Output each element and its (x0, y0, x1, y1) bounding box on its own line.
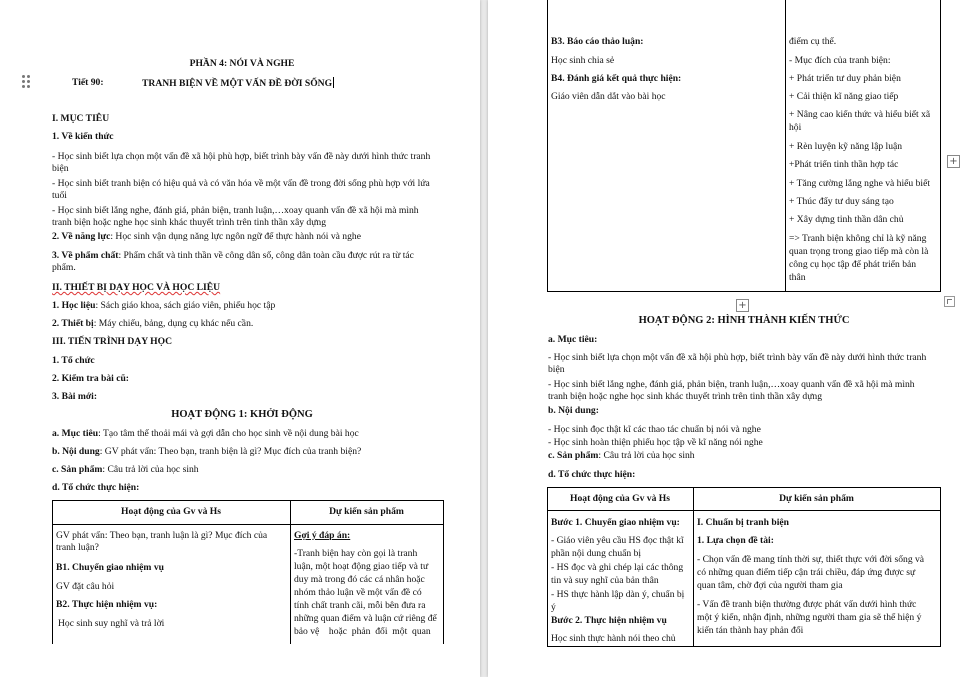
implementation-heading: d. Tổ chức thực hiện: (548, 469, 636, 480)
materials-line: 1. Học liệu: Sách giáo khoa, sách giáo viên, phiếu học tập (52, 300, 276, 311)
document-page-2 (488, 0, 970, 677)
table-cell: I. Chuẩn bị tranh biện (697, 517, 789, 528)
table-cell: GV phát vấn: Theo bạn, tranh luận là gì? Mục đích của (56, 530, 268, 541)
table-cell: những quan điểm và luận cứ riêng để (294, 613, 437, 624)
product-line: c. Sản phẩm: Câu trả lời của học sinh (548, 450, 695, 461)
section-process-title: III. TIẾN TRÌNH DẠY HỌC (52, 336, 173, 347)
add-column-button[interactable]: + (947, 155, 960, 168)
table-cell: + Tăng cường lắng nghe và hiểu biết (789, 178, 930, 189)
activity-1-title: HOẠT ĐỘNG 1: KHỞI ĐỘNG (171, 409, 313, 420)
document-page-1 (0, 0, 480, 677)
knowledge-line: - Học sinh biết lắng nghe, đánh giá, phản biện, tranh luận,…xoay quanh vấn đề xã hội mà mình (52, 205, 419, 216)
knowledge-heading: 1. Về kiến thức (52, 131, 114, 142)
knowledge-line: biện (52, 163, 69, 174)
knowledge-line: tuổi (52, 190, 67, 201)
table-cell: - Giáo viên yêu cầu HS đọc thật kĩ (551, 535, 684, 546)
lesson-title[interactable]: TRANH BIỆN VỀ MỘT VẤN ĐỀ ĐỜI SỐNG (142, 78, 333, 89)
table-cell: - Chọn vấn đề mang tính thời sự, thiết thực với đời sống và (697, 554, 925, 565)
table-cell: Học sinh chia sẻ (551, 55, 615, 66)
table-cell: Học sinh suy nghĩ và trả lời (58, 618, 165, 629)
table-cell: bảo vệ hoặc phản đối một quan (294, 626, 431, 637)
content-line: - Học sinh đọc thật kĩ các thao tác chuẩn bị nói và nghe (548, 424, 761, 435)
table-cell: GV đặt câu hỏi (56, 581, 115, 592)
new-lesson-heading: 3. Bài mới: (52, 391, 98, 402)
table-cell: kiến tán thành hay phản đối (697, 625, 804, 636)
table-cell: có những quan điểm tiếp cận trái chiều, đáp ứng được sự (697, 567, 916, 578)
table-cell: -Tranh biện hay còn gọi là tranh (294, 548, 418, 559)
table-cell: thân (789, 272, 806, 283)
table-cell: + Thúc đẩy tư duy sáng tạo (789, 196, 894, 207)
table-cell: Bước 2. Thực hiện nhiệm vụ (551, 615, 667, 626)
table-cell: - HS thực hành lập dàn ý, chuẩn bị (551, 589, 685, 600)
quality-line: phẩm. (52, 262, 76, 273)
table-cell: + Rèn luyện kỹ năng lập luận (789, 141, 903, 152)
organize-heading: 1. Tổ chức (52, 355, 95, 366)
content-heading: b. Nội dung: (548, 405, 599, 416)
table-cell: nhóm thảo luận về một vấn đề có (294, 587, 422, 598)
table-cell: Bước 1. Chuyển giao nhiệm vụ: (551, 517, 680, 528)
section-equipment-title: II. THIẾT BỊ DẠY HỌC VÀ HỌC LIỆU (52, 282, 221, 293)
objective-line: biện (548, 364, 565, 375)
table-header: Dự kiến sản phẩm (779, 493, 854, 504)
section-objectives-title: I. MỤC TIÊU (52, 113, 110, 124)
table-cell: công cụ học tập để phát triển bản (789, 259, 917, 270)
table-cell: 1. Lựa chọn đề tài: (697, 535, 774, 546)
table-cell: quan trọng trong giao tiếp mà còn là (789, 246, 929, 257)
table-cell: một ý kiến, nhận định, những người tham gia sẽ thể hiện ý (697, 612, 922, 623)
devices-line: 2. Thiết bị: Máy chiếu, bảng, dụng cụ khác nếu cần. (52, 318, 254, 329)
table-cell: hội (789, 122, 802, 133)
implementation-heading: d. Tổ chức thực hiện: (52, 482, 140, 493)
table-cell: - Vấn đề tranh biện thường được phát vấn dưới hình thức (697, 599, 917, 610)
objective-line: - Học sinh biết lắng nghe, đánh giá, phản biện, tranh luận,…xoay quanh vấn đề xã hội mà mình (548, 379, 915, 390)
add-row-button[interactable]: + (736, 299, 749, 312)
table-cell: Học sinh thực hành nói theo chủ (551, 633, 676, 644)
table-cell: B2. Thực hiện nhiệm vụ: (56, 599, 158, 610)
objective-line: - Học sinh biết lựa chọn một vấn đề xã hội phù hợp, biết trình bày vấn đề này dưới hình thức tranh (548, 352, 927, 363)
objective-line: tranh biện hoặc nghe học sinh khác thuyết trình trên tinh thần xây dựng (548, 391, 823, 402)
table-header: Hoạt động của Gv và Hs (121, 506, 221, 517)
table-cell: + Nâng cao kiến thức và hiểu biết xã (789, 109, 931, 120)
table-cell: phần nội dung chuẩn bị (551, 548, 642, 559)
table-cell: ý (551, 602, 556, 613)
move-handle-icon[interactable] (22, 75, 32, 91)
table-header: Dự kiến sản phẩm (329, 506, 404, 517)
table-cell: B3. Báo cáo thảo luận: (551, 36, 644, 47)
product-line: c. Sản phẩm: Câu trả lời của học sinh (52, 464, 199, 475)
lesson-number: Tiết 90: (72, 77, 104, 88)
part-title: PHẦN 4: NÓI VÀ NGHE (189, 58, 295, 69)
table-cell: + Phát triển tư duy phản biện (789, 73, 901, 84)
knowledge-line: - Học sinh biết tranh biện có hiệu quả và có văn hóa về một vấn đề trong đời sống phù hợp với lứa (52, 178, 430, 189)
content-line: - Học sinh hoàn thiện phiếu học tập về kĩ năng nói nghe (548, 437, 763, 448)
table-cell: + Xây dựng tinh thần dân chủ (789, 214, 904, 225)
text-cursor (333, 77, 334, 88)
competence-line: 2. Về năng lực: Học sinh vận dụng năng lực ngôn ngữ để thực hành nói và nghe (52, 231, 361, 242)
table-cell: tin và suy nghĩ của bản thân (551, 575, 659, 586)
table-cell: quan tâm, chờ đợi của người tham gia (697, 580, 843, 591)
table-cell: - Mục đích của tranh biện: (789, 55, 891, 66)
table-cell: duy mà trong đó các cá nhân hoặc (294, 574, 425, 585)
table-cell: + Cải thiện kĩ năng giao tiếp (789, 91, 899, 102)
table-cell: - HS đọc và ghi chép lại các thông (551, 562, 684, 573)
table-cell: => Tranh biện không chỉ là kỹ năng (789, 233, 927, 244)
table-cell: +Phát triển tinh thần hợp tác (789, 159, 899, 170)
table-cell: tranh luận? (56, 542, 99, 553)
objective-line: a. Mục tiêu: Tạo tâm thế thoải mái và gợi dẫn cho học sinh về nội dung bài học (52, 428, 359, 439)
objective-heading: a. Mục tiêu: (548, 334, 598, 345)
table-header: Hoạt động của Gv và Hs (570, 493, 670, 504)
old-lesson-check-heading: 2. Kiểm tra bài cũ: (52, 373, 130, 384)
resize-corner-icon[interactable] (944, 296, 955, 307)
table-cell: Gợi ý đáp án: (294, 530, 351, 541)
table-cell: điểm cụ thể. (789, 36, 837, 47)
quality-line: 3. Về phẩm chất: Phẩm chất và tinh thần về công dân số, công dân toàn cầu được rút ra từ tác (52, 250, 414, 261)
table-cell: B4. Đánh giá kết quả thực hiện: (551, 73, 682, 84)
knowledge-line: - Học sinh biết lựa chọn một vấn đề xã hội phù hợp, biết trình bày vấn đề này dưới hình thức tranh (52, 151, 431, 162)
table-cell: B1. Chuyển giao nhiệm vụ (56, 562, 164, 573)
content-line: b. Nội dung: GV phát vấn: Theo bạn, tranh biện là gì? Mục đích của tranh biện? (52, 446, 362, 457)
knowledge-line: tranh biện hoặc nghe học sinh khác thuyết trình trên tinh thần xây dựng (52, 217, 327, 228)
table-cell: tính chất tranh cãi, mỗi bên đưa ra (294, 600, 426, 611)
activity-2-title: HOẠT ĐỘNG 2: HÌNH THÀNH KIẾN THỨC (638, 315, 850, 326)
table-cell: luận, một hoạt động giao tiếp và tư (294, 561, 429, 572)
table-cell: Giáo viên dẫn dắt vào bài học (551, 91, 666, 102)
